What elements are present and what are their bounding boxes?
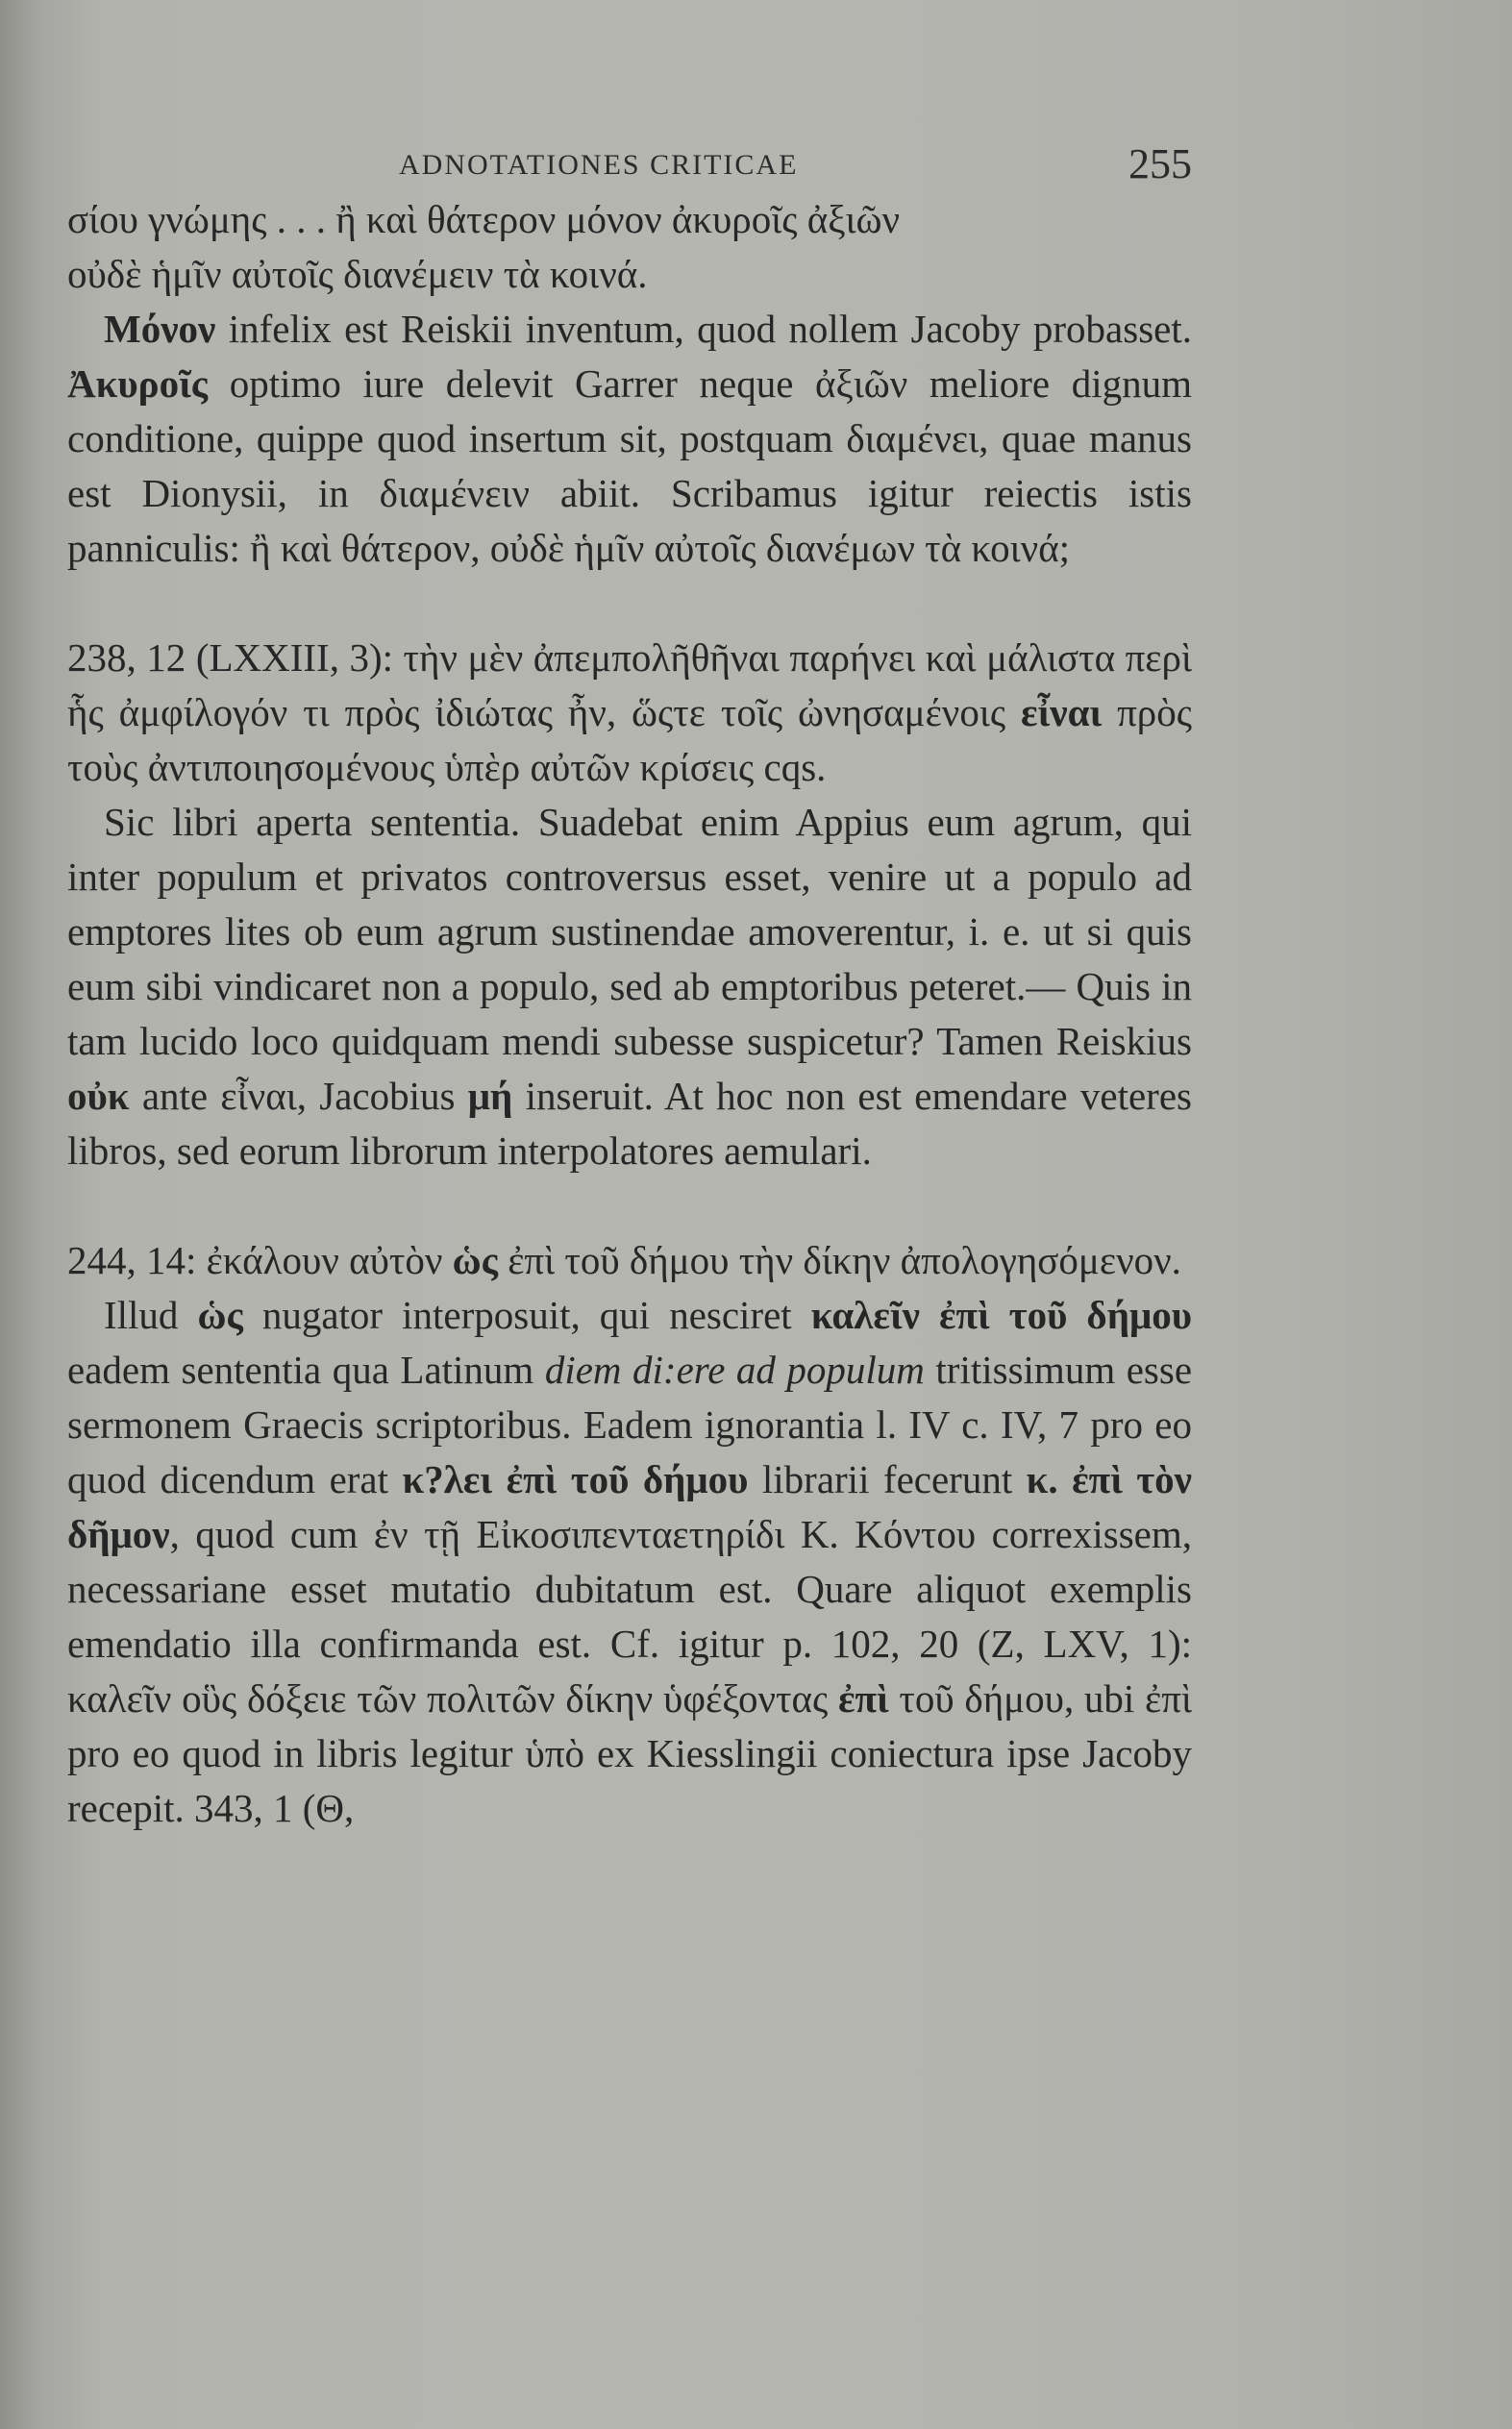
text-run: Sic libri aperta sententia. Suadebat enim Appius eum agrum, qui inter populum et privatos controversus esset, venire ut a populo ad emptores lites ob eum agrum sustinendae amoverentur, i. e. ut si quis eum sibi vindicaret non a populo, sed ab emptoribus peteret.— Quis in tam lucido loco quidquam mendi subesse suspicetur? Tamen Reiskius — [67, 800, 1192, 1063]
text-run: , quod cum ἐν τῇ Εἰκοσιπενταετηρίδι K. Κόντου correxissem, necessariane esset mutatio dubitatum est. Quare aliquot exemplis emendatio illa confirmanda est. Cf. igitur p. 102, 20 (Z, LXV, 1): καλεῖν οὓς δόξειε τῶν πολιτῶν δίκην ὑφέξοντας — [67, 1512, 1192, 1721]
text-run: inseruit. At hoc non est emendare veteres libros, sed eorum librorum interpolatores aemulari. — [67, 1074, 1192, 1173]
bold-word: ὡς — [197, 1293, 243, 1337]
page-header — [67, 139, 1192, 197]
bold-word: Ἀκυροῖς — [67, 361, 209, 406]
bold-word: μή — [467, 1074, 513, 1118]
body-text — [67, 192, 1192, 1836]
text-run: 238, 12 (LXXIII, 3): τὴν μὲν ἀπεμπολῆθῆναι παρήνει καὶ μάλιστα περὶ ἧς ἀμφίλογόν τι πρὸς ἰδιώτας ἦν, ὥςτε τοῖς ὠνησαμένοις — [67, 635, 1192, 734]
comment-244-14 — [67, 1288, 1192, 1836]
italic-phrase: diem di:ere ad populum — [544, 1348, 925, 1392]
bold-word: κ. ἐπὶ τὸν δῆμον — [67, 1457, 1192, 1556]
running-title: ADNOTATIONES CRITICAE — [399, 149, 799, 181]
page-number: 255 — [1128, 140, 1192, 187]
lemma-244-14 — [67, 1233, 1192, 1288]
text-run: τοῦ δήμου, ubi ἐπὶ pro eo quod in libris legitur ὑπὸ ex Kiesslingii coniectura ipse Jacoby recepit. 343, 1 (Θ, — [67, 1676, 1192, 1830]
bold-word: κ?λει ἐπὶ τοῦ δήμου — [402, 1457, 749, 1501]
comment-238-12 — [67, 795, 1192, 1178]
paragraph-continuation-line-1: σίου γνώμης . . . ἢ καὶ θάτερον μόνον ἀκυροῖς ἀξιῶν — [67, 197, 901, 241]
text-run: 244, 14: ἐκάλουν αὐτὸν — [67, 1238, 453, 1282]
bold-word: ἐπὶ — [837, 1676, 889, 1721]
lemma-238-12 — [67, 631, 1192, 795]
bold-word: ὡς — [452, 1238, 498, 1282]
text-run: ante εἶναι, Jacobius — [129, 1074, 468, 1118]
paragraph-monon — [67, 302, 1192, 576]
text-run: πρὸς τοὺς ἀντιποιησομένους ὑπὲρ αὐτῶν κρίσεις cqs. — [67, 690, 1192, 789]
bold-word: οὐκ — [67, 1074, 130, 1118]
text-run: tritissimum esse sermonem Graecis scriptoribus. Eadem ignorantia l. IV c. IV, 7 pro eo quod dicendum erat — [67, 1348, 1193, 1501]
text-run: nugator interposuit, qui nesciret — [242, 1293, 811, 1337]
bold-word: καλεῖν ἐπὶ τοῦ δήμου — [810, 1293, 1192, 1337]
text-run: infelix est Reiskii inventum, quod nollem Jacoby probasset. — [215, 307, 1192, 351]
text-run: Illud — [104, 1293, 198, 1337]
bold-word: εἶναι — [1021, 690, 1103, 734]
bold-word: Μόνον — [104, 307, 216, 351]
text-run: eadem sententia qua Latinum — [67, 1348, 545, 1392]
text-run: librarii fecerunt — [748, 1457, 1027, 1501]
paragraph-continuation-line-2: οὐδὲ ἡμῖν αὐτοῖς διανέμειν τὰ κοινά. — [67, 252, 648, 296]
text-run: ἐπὶ τοῦ δήμου τὴν δίκην ἀπολογησόμενον. — [497, 1238, 1181, 1282]
text-run: optimo iure delevit Garrer neque ἀξιῶν meliore dignum conditione, quippe quod insertum sit, postquam διαμένει, quae manus est Dionysii, in διαμένειν abiit. Scribamus igitur reiectis istis panniculis: ἢ καὶ θάτερον, οὐδὲ ἡμῖν αὐτοῖς διανέμων τὰ κοινά; — [67, 361, 1192, 570]
